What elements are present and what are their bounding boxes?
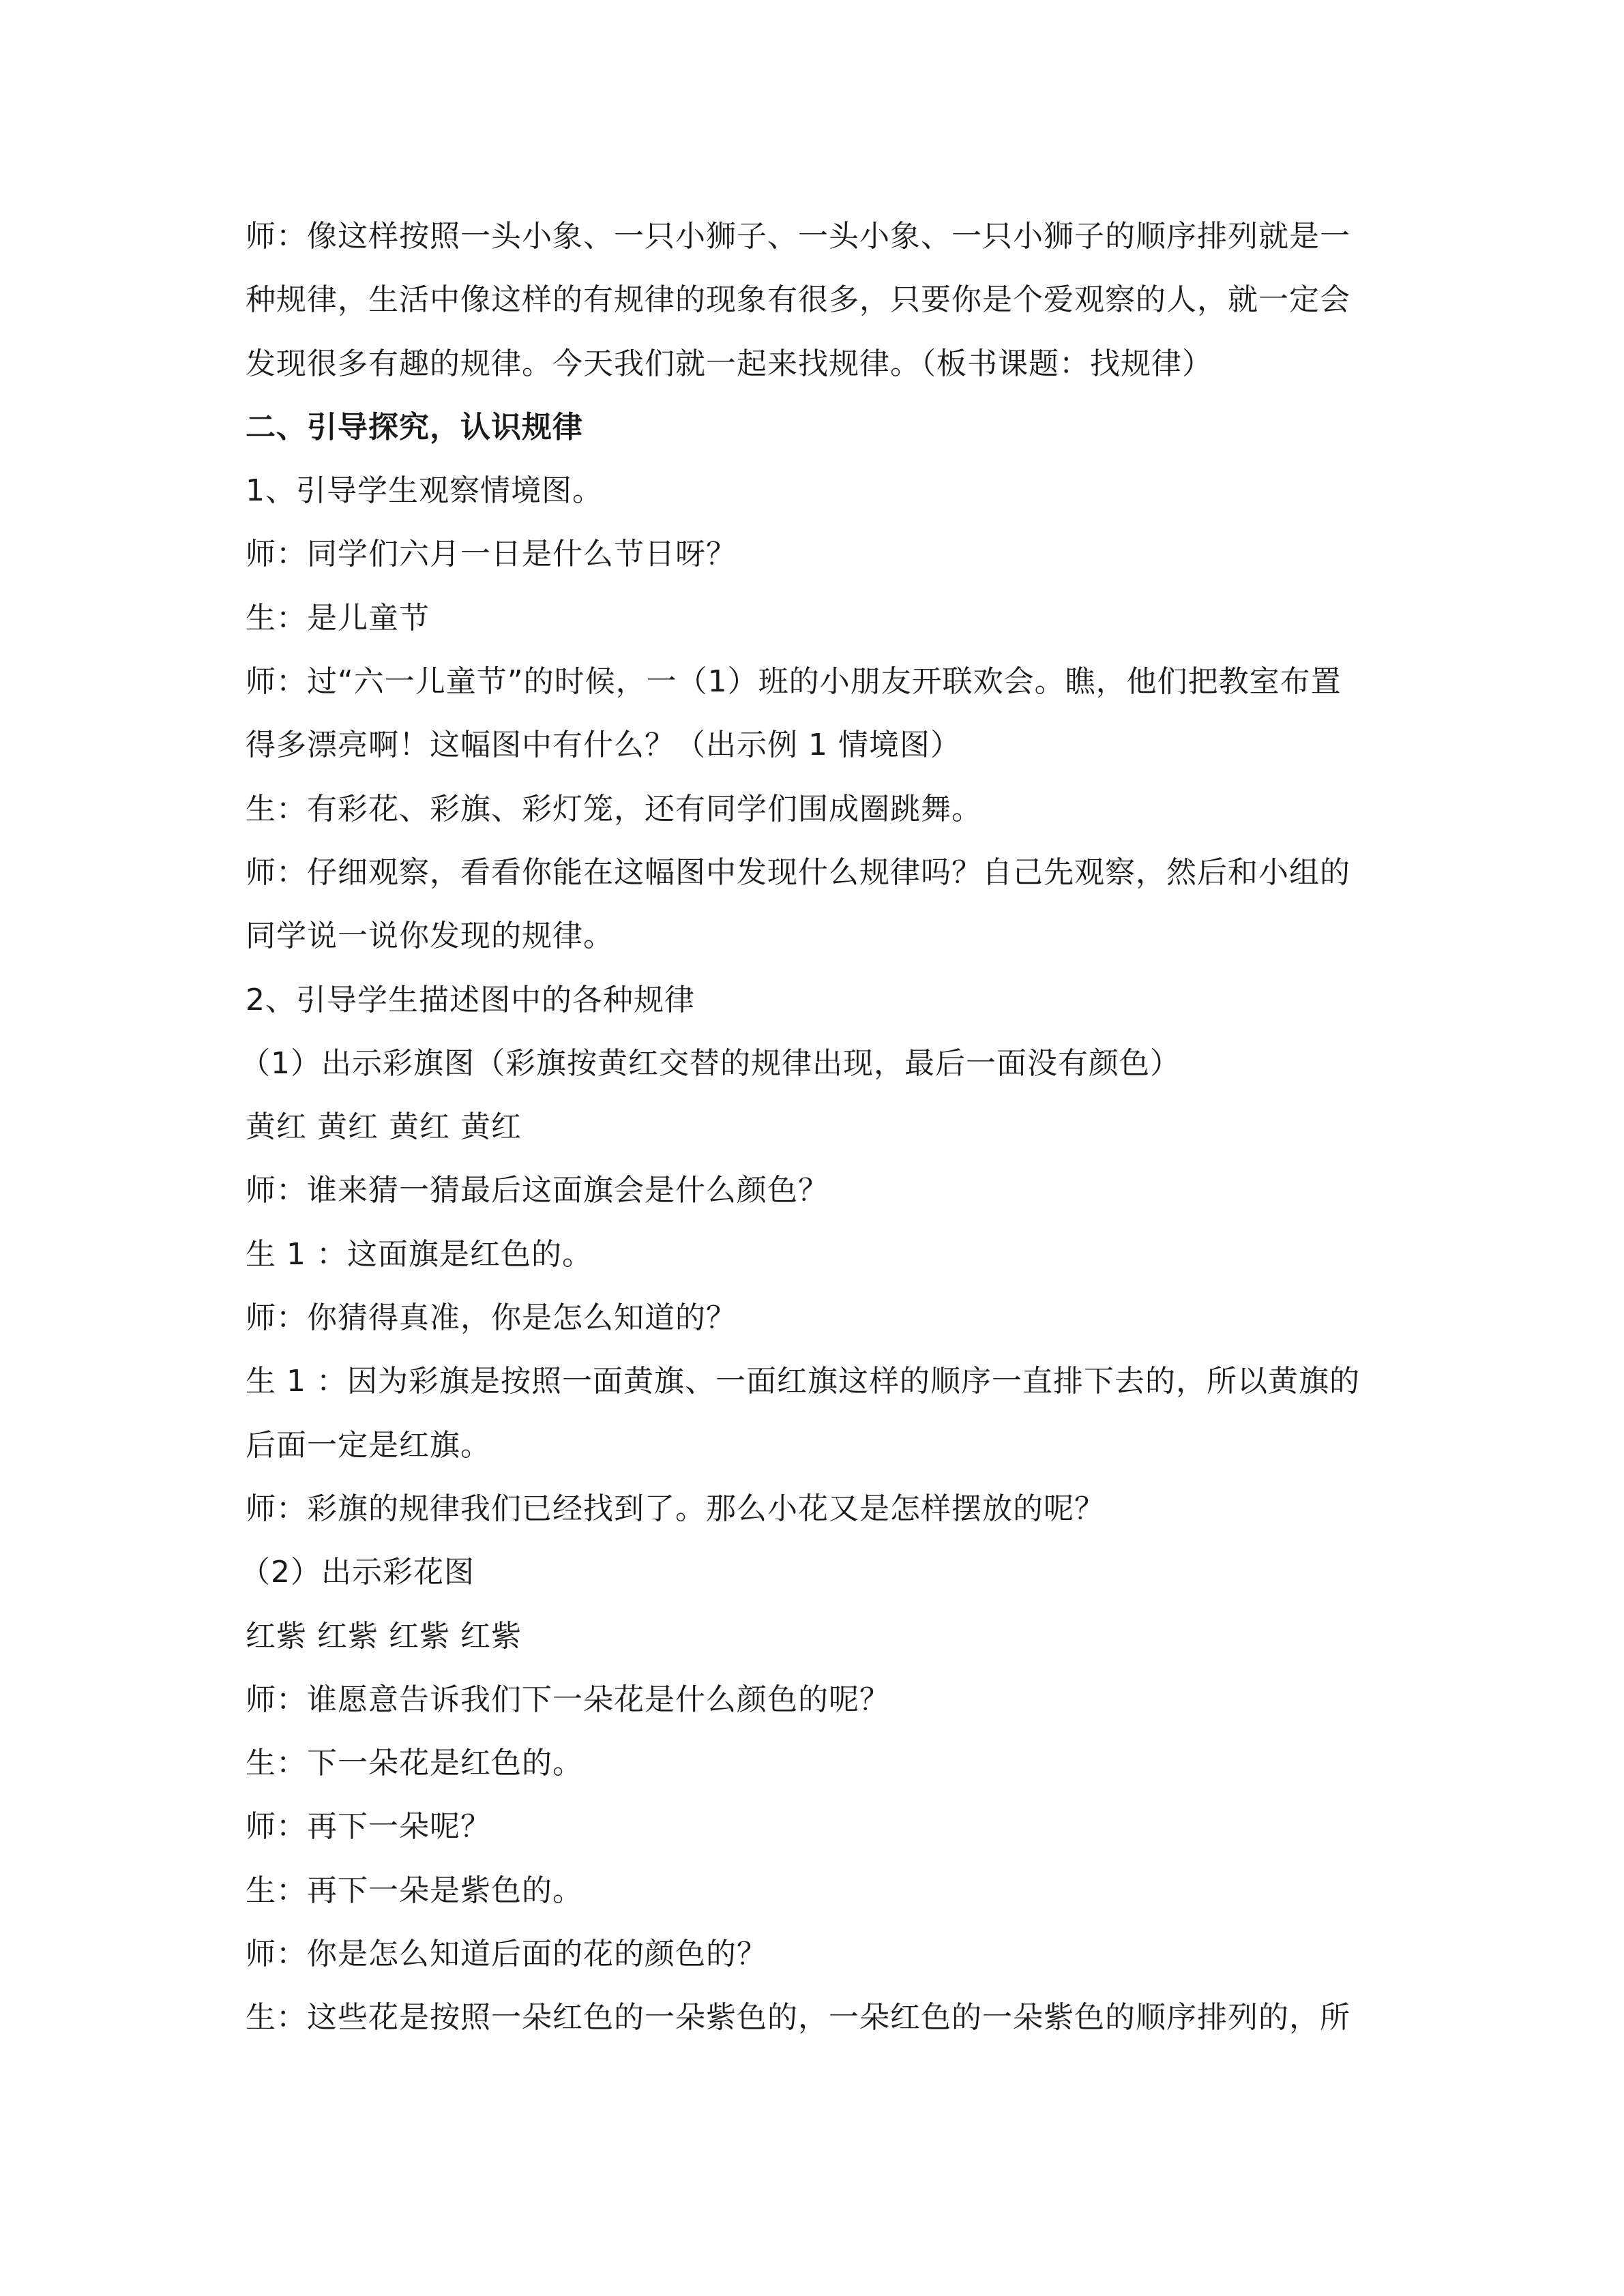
paragraph-line: 生：再下一朵是紫色的。 — [246, 1873, 583, 1908]
paragraph-line: 师：你是怎么知道后面的花的颜色的？ — [246, 1937, 767, 1972]
paragraph-line: 生：这些花是按照一朵红色的一朵紫色的，一朵红色的一朵紫色的顺序排列的，所 — [246, 2000, 1350, 2036]
paragraph-line: 师：像这样按照一头小象、一只小狮子、一头小象、一只小狮子的顺序排列就是一 — [246, 219, 1350, 254]
paragraph-line: （2）出示彩花图 — [240, 1555, 475, 1590]
paragraph-line: 生：是儿童节 — [246, 600, 430, 636]
paragraph-line: 师：你猜得真准，你是怎么知道的？ — [246, 1300, 737, 1336]
paragraph-line: 生：有彩花、彩旗、彩灯笼，还有同学们围成圈跳舞。 — [246, 791, 982, 826]
paragraph-line: 师：彩旗的规律我们已经找到了。那么小花又是怎样摆放的呢？ — [246, 1491, 1105, 1526]
paragraph-line: 红紫 红紫 红紫 红紫 — [246, 1618, 522, 1654]
paragraph-line: 种规律，生活中像这样的有规律的现象有很多，只要你是个爱观察的人，就一定会 — [246, 282, 1350, 318]
paragraph-line: 黄红 黄红 黄红 黄红 — [246, 1109, 522, 1145]
paragraph-line: 师：谁来猜一猜最后这面旗会是什么颜色？ — [246, 1173, 829, 1208]
paragraph-line: 生 1 ：这面旗是红色的。 — [246, 1236, 593, 1272]
paragraph-line: 1、引导学生观察情境图。 — [246, 473, 603, 509]
paragraph-line: 发现很多有趣的规律。今天我们就一起来找规律。（板书课题：找规律） — [246, 346, 1213, 381]
section-heading: 二、引导探究，认识规律 — [246, 409, 583, 445]
paragraph-line: 生：下一朵花是红色的。 — [246, 1746, 583, 1781]
paragraph-line: 师：仔细观察，看看你能在这幅图中发现什么规律吗？自己先观察，然后和小组的 — [246, 854, 1350, 890]
paragraph-line: 师：同学们六月一日是什么节日呀？ — [246, 537, 737, 572]
paragraph-line: 师：谁愿意告诉我们下一朵花是什么颜色的呢？ — [246, 1682, 890, 1717]
paragraph-line: 师：过“六一儿童节”的时候，一（1）班的小朋友开联欢会。瞧，他们把教室布置 — [246, 664, 1342, 700]
document-body — [240, 205, 1420, 2050]
paragraph-line: 得多漂亮啊！这幅图中有什么？（出示例 1 情境图） — [246, 728, 961, 763]
paragraph-line: 师：再下一朵呢？ — [246, 1809, 491, 1845]
paragraph-line: （1）出示彩旗图（彩旗按黄红交替的规律出现，最后一面没有颜色） — [240, 1045, 1181, 1081]
paragraph-line: 2、引导学生描述图中的各种规律 — [246, 982, 695, 1017]
paragraph-line: 生 1 ：因为彩旗是按照一面黄旗、一面红旗这样的顺序一直排下去的，所以黄旗的 — [246, 1364, 1360, 1399]
paragraph-line: 同学说一说你发现的规律。 — [246, 919, 614, 954]
paragraph-line: 后面一定是红旗。 — [246, 1427, 491, 1463]
